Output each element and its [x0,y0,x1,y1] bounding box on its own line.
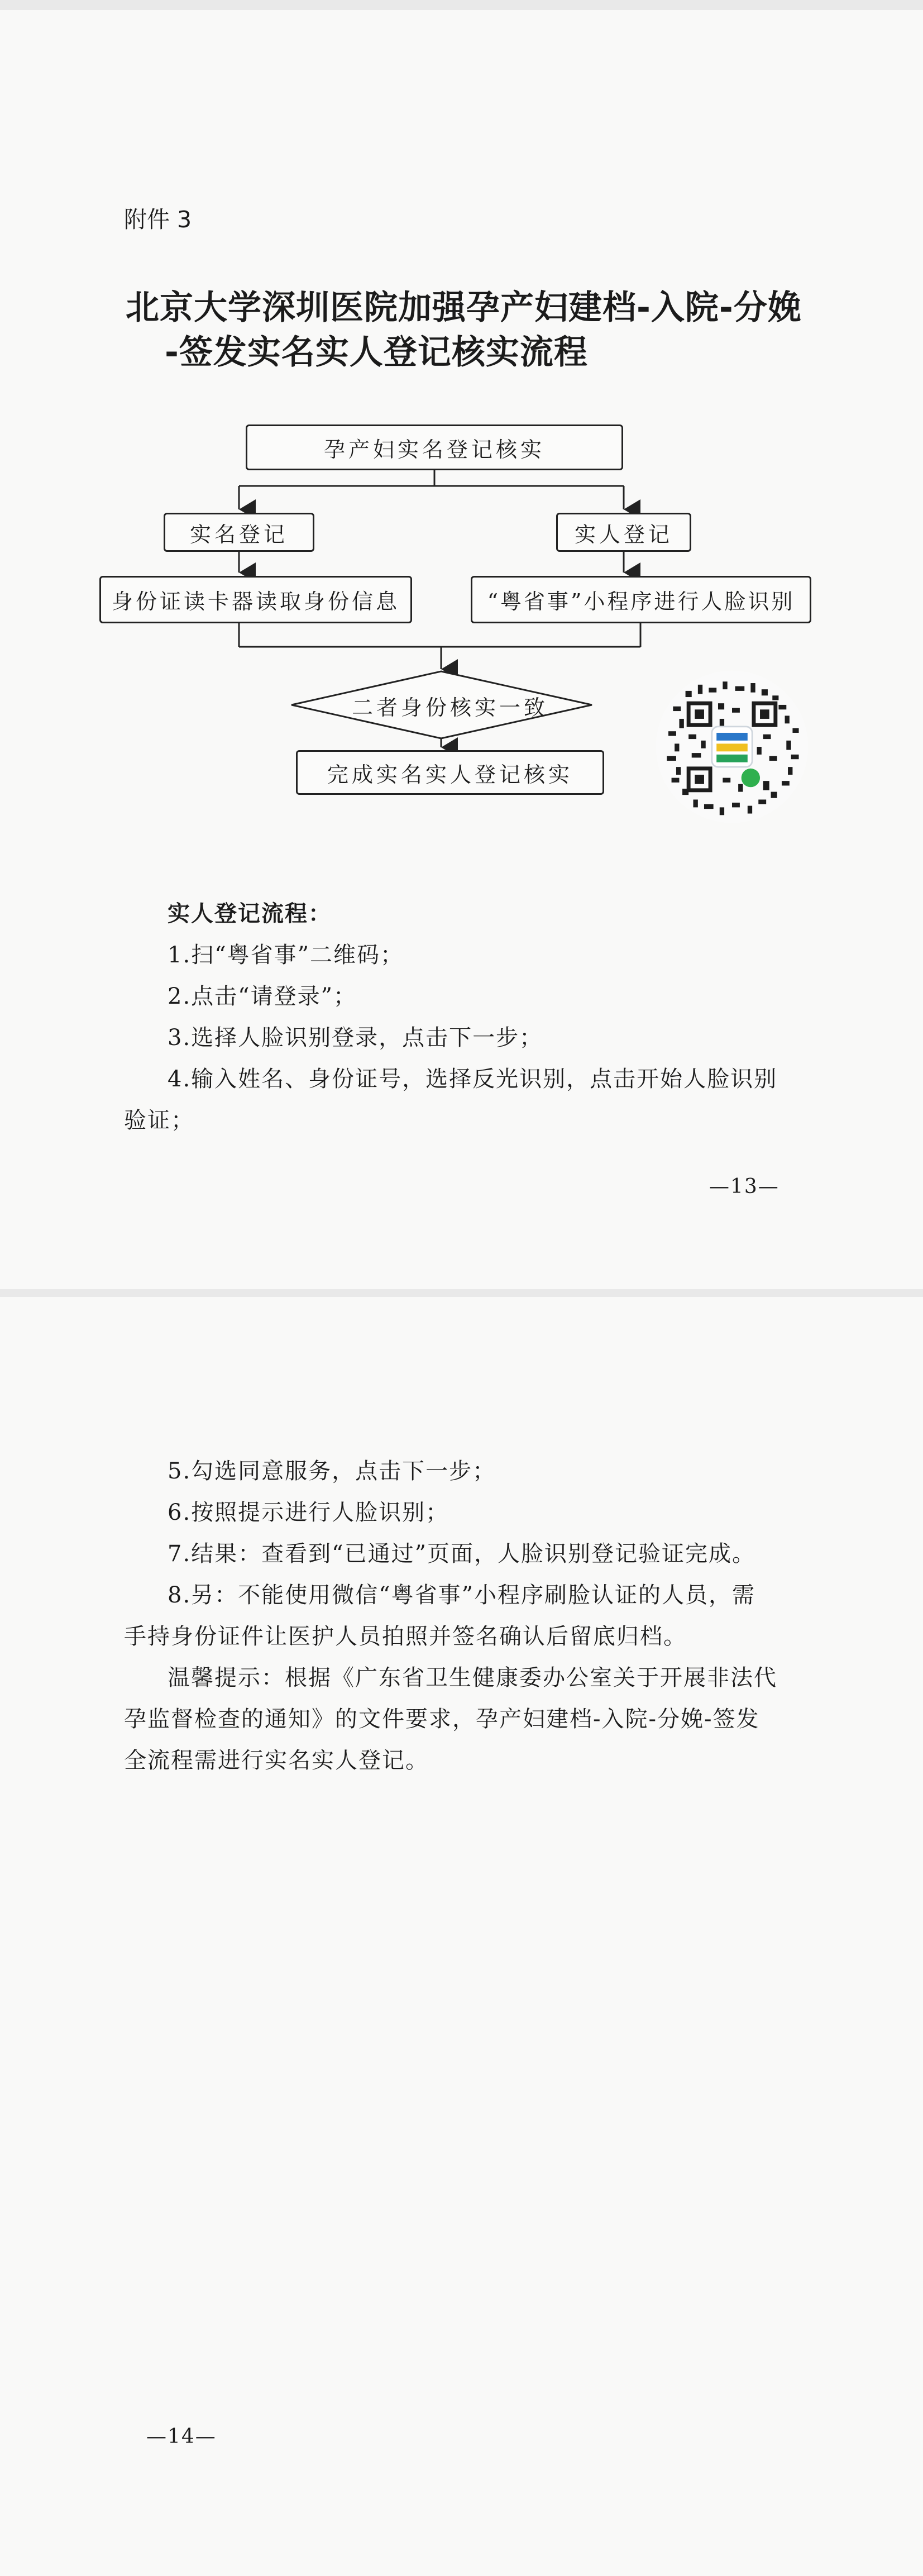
step-line-5: 5.勾选同意服务，点击下一步； [168,1458,496,1484]
flow-decision-identity-match: 二者身份核实一致 [351,695,548,720]
attachment-label: 附件 3 [124,206,192,233]
step-line-3: 3.选择人脸识别登录，点击下一步； [168,1025,543,1051]
tip-line-1: 温馨提示：根据《广东省卫生健康委办公室关于开展非法代 [168,1665,777,1691]
step-line-1: 1.扫“粤省事”二维码； [168,942,404,968]
steps-heading: 实人登记流程： [168,901,332,927]
step-line-4: 4.输入姓名、身份证号，选择反光识别，点击开始人脸识别 [168,1066,778,1092]
document-page-2 [0,1297,923,2576]
step-line-8-continued: 手持身份证件让医护人员拍照并签名确认后留底归档。 [124,1624,687,1649]
flow-step-real-person-registration: 实人登记 [556,513,691,552]
flow-step-maternal-verification: 孕产妇实名登记核实 [246,424,623,470]
step-line-6: 6.按照提示进行人脸识别； [168,1500,449,1525]
flow-step-real-name-registration: 实名登记 [164,513,314,552]
tip-line-2: 孕监督检查的通知》的文件要求，孕产妇建档-入院-分娩-签发 [124,1706,760,1732]
page-number-13: —13— [709,1175,779,1198]
page-number-14: —14— [146,2425,217,2448]
document-title-line-2: -签发实名实人登记核实流程 [165,333,588,372]
flow-step-complete: 完成实名实人登记核实 [296,750,604,795]
step-line-7: 7.结果：查看到“已通过”页面，人脸识别登记验证完成。 [168,1541,756,1567]
step-line-2: 2.点击“请登录”； [168,984,357,1009]
step-line-8: 8.另：不能使用微信“粤省事”小程序刷脸认证的人员，需 [168,1582,756,1608]
qr-code-icon [654,669,810,824]
step-line-4-continued: 验证； [124,1108,194,1133]
tip-line-3: 全流程需进行实名实人登记。 [124,1748,429,1773]
flow-step-id-card-reader: 身份证读卡器读取身份信息 [99,576,412,623]
document-page-1 [0,10,923,1289]
flow-step-face-recognition: “粤省事”小程序进行人脸识别 [471,576,811,623]
document-title-line-1: 北京大学深圳医院加强孕产妇建档-入院-分娩 [126,288,802,327]
